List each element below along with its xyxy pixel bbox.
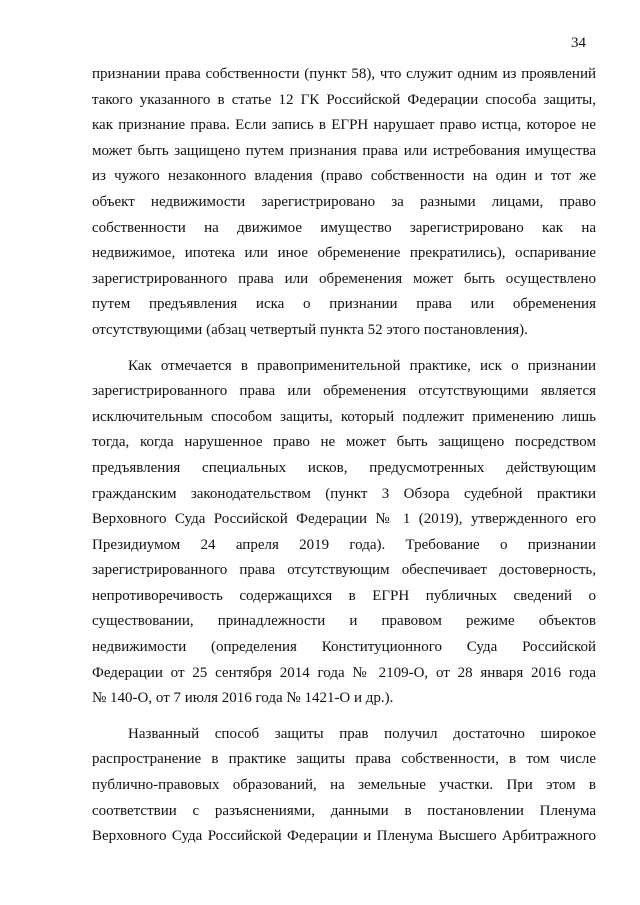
paragraph-2 bbox=[92, 354, 596, 712]
text-line: Названный способ защиты прав получил достаточно широкое bbox=[128, 725, 596, 742]
text-line: соответствии с разъяснениями, данными в постановлении Пленума bbox=[92, 802, 596, 819]
page-number: 34 bbox=[571, 35, 586, 51]
text-line: Президиумом 24 апреля 2019 года). Требование о признании bbox=[92, 536, 596, 553]
text-line: распространение в практике защиты права собственности, в том числе bbox=[92, 751, 596, 768]
text-line: зарегистрированного права или обременения отсутствующими является bbox=[92, 383, 596, 400]
text-line: отсутствующими (абзац четвертый пункта 52 этого постановления). bbox=[92, 321, 528, 338]
text-line: такого указанного в статье 12 ГК Российской Федерации способа защиты, bbox=[92, 91, 596, 108]
text-line: гражданским законодательством (пункт 3 Обзора судебной практики bbox=[92, 485, 596, 502]
text-line: собственности на движимое имущество зарегистрировано как на bbox=[92, 219, 596, 236]
text-line: непротиворечивость содержащихся в ЕГРН публичных сведений о bbox=[92, 587, 596, 604]
text-line: путем предъявления иска о признании права или обременения bbox=[92, 296, 596, 313]
text-line: из чужого незаконного владения (право собственности на один и тот же bbox=[92, 168, 596, 185]
text-line: Верховного Суда Российской Федерации и Пленума Высшего Арбитражного bbox=[92, 828, 596, 845]
text-line: зарегистрированного права или обременения может быть осуществлено bbox=[92, 270, 596, 287]
text-line: Как отмечается в правоприменительной практике, иск о признании bbox=[128, 357, 596, 374]
text-line: существовании, принадлежности и правовом режиме объектов bbox=[92, 613, 596, 630]
document-body bbox=[92, 62, 596, 850]
text-line: Федерации от 25 сентября 2014 года № 2109-О, от 28 января 2016 года bbox=[92, 664, 596, 681]
paragraph-1 bbox=[92, 62, 596, 344]
text-line: может быть защищено путем признания права или истребования имущества bbox=[92, 142, 596, 159]
paragraph-3 bbox=[92, 722, 596, 850]
text-line: объект недвижимости зарегистрировано за разными лицами, право bbox=[92, 193, 596, 210]
text-line: № 140-О, от 7 июля 2016 года № 1421-О и др.). bbox=[92, 690, 394, 707]
text-line: недвижимое, ипотека или иное обременение прекратились), оспаривание bbox=[92, 245, 596, 262]
paragraph-spacer bbox=[92, 344, 596, 354]
text-line: исключительным способом защиты, который подлежит применению лишь bbox=[92, 408, 596, 425]
paragraph-spacer bbox=[92, 712, 596, 722]
text-line: тогда, когда нарушенное право не может быть защищено посредством bbox=[92, 434, 596, 451]
text-line: предъявления специальных исков, предусмотренных действующим bbox=[92, 459, 596, 476]
text-line: недвижимости (определения Конституционного Суда Российской bbox=[92, 639, 596, 656]
text-line: Верховного Суда Российской Федерации № 1 (2019), утвержденного его bbox=[92, 511, 596, 528]
text-line: как признание права. Если запись в ЕГРН нарушает право истца, которое не bbox=[92, 117, 596, 134]
text-line: признании права собственности (пункт 58), что служит одним из проявлений bbox=[92, 66, 596, 82]
text-line: зарегистрированного права отсутствующим обеспечивает достоверность, bbox=[92, 562, 596, 579]
text-line: публично-правовых образований, на земельные участки. При этом в bbox=[92, 777, 596, 794]
